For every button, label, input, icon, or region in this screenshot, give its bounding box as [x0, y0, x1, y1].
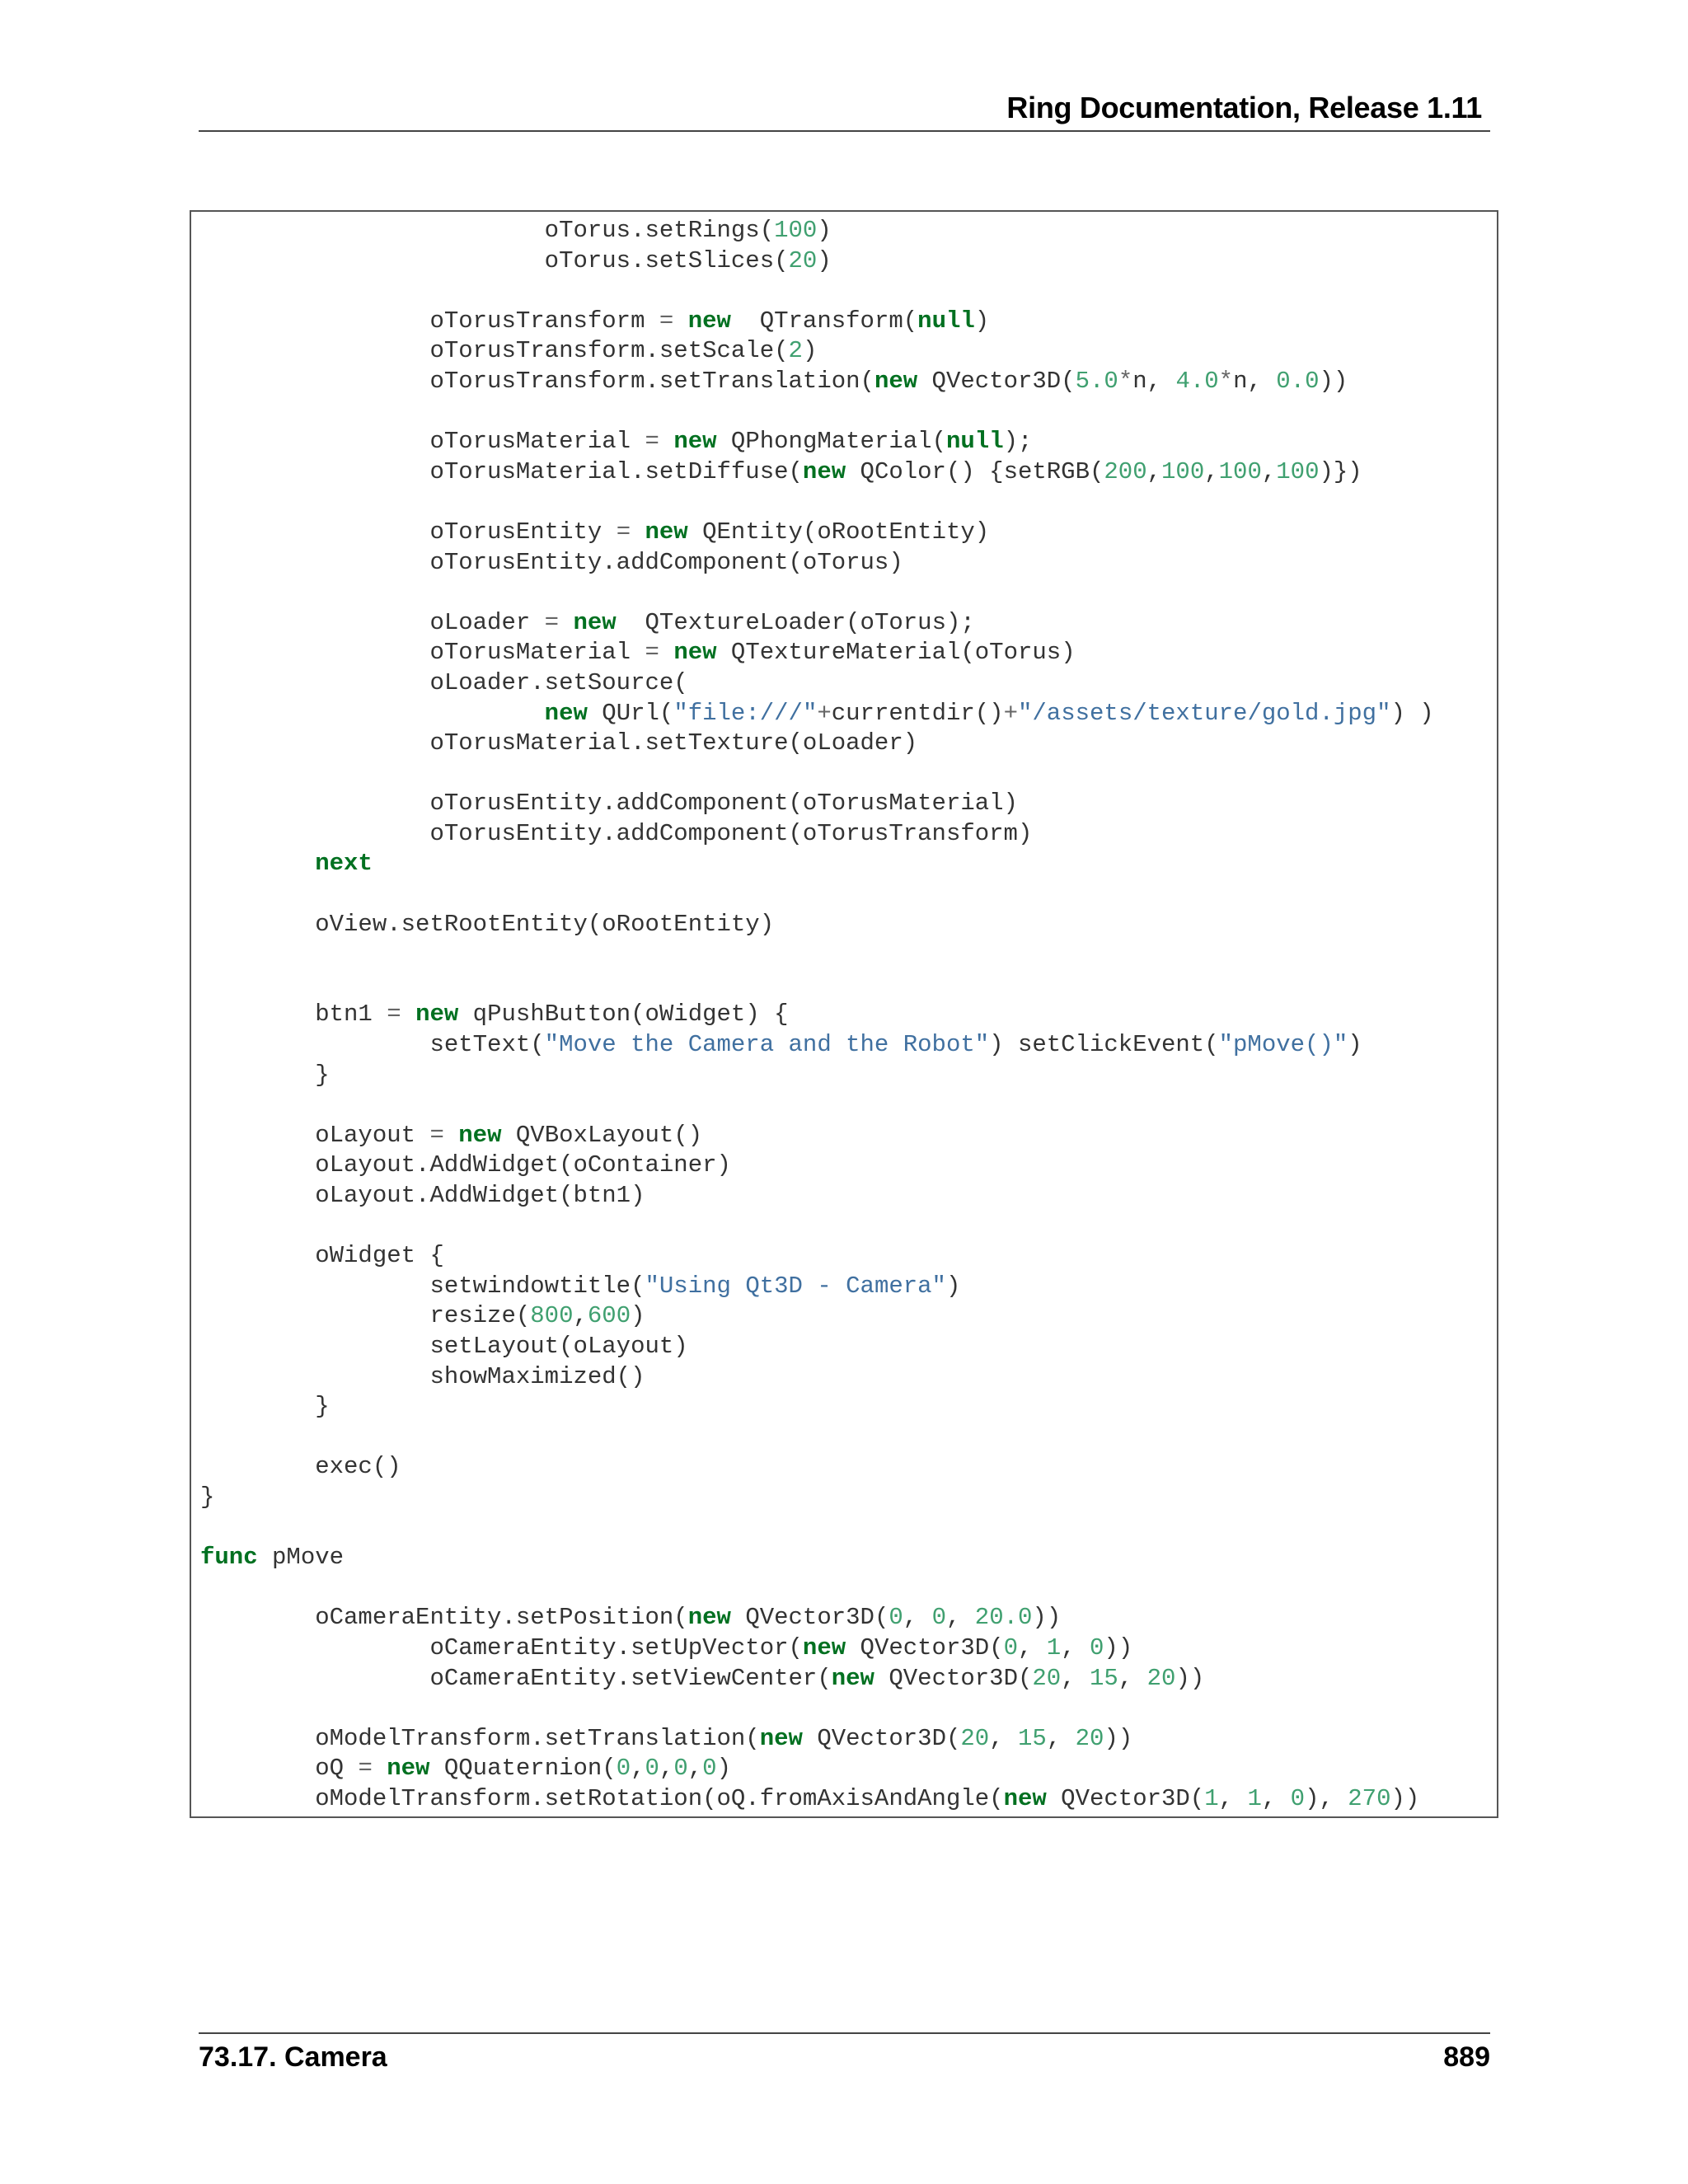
- code-token: ,: [1204, 457, 1219, 485]
- code-token: new: [802, 1633, 846, 1661]
- code-token: 0: [673, 1755, 688, 1783]
- code-token: )): [1104, 1633, 1133, 1661]
- code-line: [200, 699, 1434, 729]
- code-token: oWidget {: [200, 1242, 444, 1270]
- code-token: oView.setRootEntity(oRootEntity): [200, 910, 775, 938]
- code-token: oTorusMaterial: [200, 639, 645, 667]
- code-token: [631, 518, 645, 546]
- code-token: QVector3D(: [846, 1633, 1004, 1661]
- code-token: ,: [1118, 1664, 1147, 1692]
- code-token: oCameraEntity.setUpVector(: [200, 1633, 803, 1661]
- code-token: ,: [1218, 1784, 1248, 1812]
- code-token: ) ): [1390, 699, 1434, 727]
- code-line: [200, 1181, 1434, 1212]
- code-token: +: [1003, 699, 1018, 727]
- code-line: [200, 1121, 1434, 1151]
- code-line: [200, 789, 1434, 819]
- code-token: ,: [1261, 1784, 1291, 1812]
- code-token: 15: [1018, 1724, 1047, 1752]
- code-line: [200, 1724, 1434, 1755]
- code-line: [200, 1030, 1434, 1061]
- code-token: 15: [1090, 1664, 1118, 1692]
- code-token: ,: [1017, 1633, 1047, 1661]
- code-token: 270: [1348, 1784, 1391, 1812]
- code-token: oTorusMaterial.setTexture(oLoader): [200, 729, 918, 757]
- code-token: pMove: [257, 1544, 345, 1572]
- code-line: [200, 1332, 1434, 1362]
- code-line: [200, 1151, 1434, 1181]
- code-token: new: [831, 1664, 874, 1692]
- code-line: [200, 518, 1434, 548]
- code-token: QTextureMaterial(oTorus): [716, 639, 1076, 667]
- code-token: ): [802, 337, 818, 365]
- code-token: [559, 609, 573, 636]
- code-token: "/assets/texture/gold.jpg": [1018, 699, 1391, 727]
- code-token: 100: [1161, 457, 1205, 485]
- code-token: 100: [774, 217, 818, 244]
- code-token: ,: [687, 1755, 703, 1783]
- code-token: new: [415, 1001, 459, 1029]
- code-token: );: [1003, 428, 1033, 456]
- code-line: [200, 1362, 1434, 1393]
- code-token: oTorusEntity.addComponent(oTorusMaterial): [200, 790, 1018, 818]
- code-token: 20.0: [974, 1604, 1033, 1632]
- code-token: =: [616, 518, 631, 546]
- code-line: [200, 548, 1434, 579]
- code-token: QUrl(: [587, 699, 674, 727]
- code-token: QVector3D(: [1046, 1784, 1205, 1812]
- code-token: )): [1175, 1664, 1205, 1692]
- code-token: currentdir(): [831, 699, 1004, 727]
- code-line: [200, 1633, 1434, 1664]
- code-token: [373, 1755, 387, 1782]
- code-token: oTorusEntity: [200, 518, 617, 546]
- code-line: [200, 1603, 1434, 1633]
- code-line: [200, 1573, 1434, 1604]
- code-line: [200, 608, 1434, 639]
- code-token: new: [1003, 1784, 1047, 1812]
- code-token: ,: [1061, 1633, 1090, 1661]
- code-token: new: [759, 1724, 803, 1752]
- code-token: 20: [788, 246, 818, 274]
- code-line: [200, 1754, 1434, 1784]
- code-token: oLayout: [200, 1121, 430, 1149]
- code-token: 0: [889, 1604, 903, 1632]
- code-token: new: [874, 367, 918, 395]
- code-token: [673, 307, 687, 335]
- code-line: [200, 879, 1434, 910]
- code-token: 0.0: [1276, 367, 1320, 395]
- code-token: oCameraEntity.setPosition(: [200, 1604, 688, 1632]
- code-line: [200, 1301, 1434, 1332]
- code-line: [200, 1513, 1434, 1544]
- code-token: 800: [530, 1302, 574, 1330]
- code-line: [200, 849, 1434, 879]
- code-token: QTextureLoader(oTorus);: [616, 608, 975, 636]
- code-token: oLayout.AddWidget(oContainer): [200, 1151, 731, 1179]
- code-token: =: [645, 428, 659, 456]
- code-token: )): [1390, 1784, 1420, 1812]
- code-token: oCameraEntity.setViewCenter(: [200, 1664, 832, 1692]
- header-divider: [199, 130, 1490, 132]
- code-token: oTorusEntity.addComponent(oTorus): [200, 548, 903, 576]
- code-token: oTorusMaterial: [200, 428, 645, 456]
- code-token: 0: [1003, 1633, 1018, 1661]
- code-token: QVBoxLayout(): [501, 1121, 703, 1149]
- code-token: ): [974, 307, 990, 335]
- code-token: 5.0: [1075, 367, 1118, 395]
- code-line: [200, 1543, 1434, 1573]
- footer-divider: [199, 2032, 1490, 2034]
- code-line: [200, 307, 1434, 337]
- code-line: [200, 759, 1434, 790]
- code-line: [200, 910, 1434, 940]
- code-token: [200, 700, 545, 727]
- code-line: [200, 729, 1434, 759]
- code-token: ): [631, 1302, 645, 1330]
- code-token: oTorusTransform.setTranslation(: [200, 367, 874, 395]
- code-token: setLayout(oLayout): [200, 1332, 688, 1360]
- code-token: *: [1218, 367, 1234, 395]
- code-token: 200: [1104, 457, 1147, 485]
- page-header-title: Ring Documentation, Release 1.11: [1006, 91, 1482, 124]
- code-token: )): [1319, 367, 1348, 395]
- code-token: n,: [1233, 367, 1277, 395]
- code-line: [200, 578, 1434, 608]
- code-token: 2: [788, 337, 803, 365]
- code-token: 0: [702, 1755, 717, 1783]
- code-token: oTorusTransform.setScale(: [200, 337, 789, 365]
- code-token: 100: [1276, 457, 1320, 485]
- code-line: [200, 1392, 1434, 1422]
- code-token: [200, 850, 315, 877]
- code-token: QColor() {setRGB(: [846, 457, 1104, 485]
- code-token: oLoader.setSource(: [200, 668, 688, 696]
- code-token: ): [716, 1755, 731, 1783]
- code-token: new: [687, 1604, 731, 1632]
- code-line: [200, 427, 1434, 457]
- code-token: new: [387, 1755, 430, 1783]
- code-line: [200, 216, 1434, 246]
- code-token: "pMove()": [1218, 1031, 1348, 1059]
- code-token: exec(): [200, 1453, 401, 1481]
- code-token: null: [945, 428, 1004, 456]
- code-token: 1: [1046, 1633, 1062, 1661]
- code-line: [200, 638, 1434, 668]
- code-line: [200, 397, 1434, 428]
- code-token: ) setClickEvent(: [989, 1031, 1219, 1059]
- code-token: 20: [1146, 1664, 1176, 1692]
- code-line: [200, 1664, 1434, 1694]
- code-token: "Move the Camera and the Robot": [544, 1031, 990, 1059]
- code-token: QVector3D(: [874, 1664, 1033, 1692]
- code-line: [200, 1000, 1434, 1030]
- code-line: [200, 276, 1434, 307]
- code-token: oTorus.setSlices(: [200, 246, 789, 274]
- code-token: +: [817, 699, 832, 727]
- code-token: )}): [1319, 457, 1362, 485]
- code-token: new: [687, 307, 731, 335]
- code-token: 0: [1290, 1784, 1306, 1812]
- code-token: 600: [587, 1302, 631, 1330]
- footer-section-title: 73.17. Camera: [199, 2041, 387, 2073]
- code-token: new: [802, 457, 846, 485]
- code-token: oModelTransform.setRotation(oQ.fromAxisAndAngle(: [200, 1784, 1004, 1812]
- code-line: [200, 1272, 1434, 1302]
- code-token: )): [1032, 1604, 1062, 1632]
- code-line: [200, 1241, 1434, 1272]
- code-line: [200, 940, 1434, 970]
- code-token: [444, 1122, 458, 1149]
- code-token: 0: [616, 1755, 631, 1783]
- code-token: oTorusTransform: [200, 307, 659, 335]
- code-token: next: [315, 850, 373, 878]
- code-token: qPushButton(oWidget) {: [458, 1001, 789, 1029]
- code-token: 1: [1204, 1784, 1219, 1812]
- code-token: QEntity(oRootEntity): [687, 518, 990, 546]
- code-token: ): [945, 1272, 961, 1300]
- code-line: [200, 1422, 1434, 1453]
- code-token: setwindowtitle(: [200, 1272, 645, 1300]
- code-line: [200, 1784, 1434, 1815]
- code-token: QTransform(: [730, 307, 918, 335]
- code-token: new: [544, 699, 588, 727]
- code-token: ): [817, 246, 832, 274]
- code-token: =: [659, 307, 674, 335]
- code-token: QQuaternion(: [429, 1755, 617, 1783]
- code-token: oLayout.AddWidget(btn1): [200, 1182, 645, 1209]
- code-line: [200, 336, 1434, 367]
- code-token: }: [200, 1393, 330, 1421]
- footer-page-number: 889: [1443, 2041, 1490, 2073]
- code-token: 0: [931, 1604, 946, 1632]
- code-token: =: [429, 1121, 444, 1149]
- code-token: ,: [989, 1724, 1018, 1752]
- code-token: ,: [903, 1604, 932, 1632]
- code-token: ,: [1146, 457, 1162, 485]
- code-token: ,: [1261, 457, 1277, 485]
- code-token: ,: [1061, 1664, 1090, 1692]
- code-token: =: [358, 1755, 373, 1783]
- code-lines: [200, 216, 1434, 1814]
- code-block: [190, 210, 1498, 1818]
- code-token: oModelTransform.setTranslation(: [200, 1724, 760, 1752]
- code-token: oTorus.setRings(: [200, 217, 775, 244]
- code-token: *: [1118, 367, 1133, 395]
- code-token: 100: [1218, 457, 1262, 485]
- code-token: 0: [645, 1755, 659, 1783]
- code-line: [200, 819, 1434, 850]
- code-token: [401, 1001, 415, 1028]
- code-token: n,: [1132, 367, 1176, 395]
- code-token: 20: [1075, 1724, 1104, 1752]
- code-token: }: [200, 1483, 215, 1511]
- code-token: setText(: [200, 1031, 545, 1059]
- code-line: [200, 487, 1434, 518]
- code-token: 1: [1247, 1784, 1262, 1812]
- code-token: showMaximized(): [200, 1362, 645, 1390]
- code-line: [200, 668, 1434, 699]
- code-token: QVector3D(: [917, 367, 1076, 395]
- code-token: "Using Qt3D - Camera": [645, 1272, 946, 1300]
- code-token: new: [573, 608, 617, 636]
- code-token: oQ: [200, 1755, 359, 1783]
- code-token: oTorusMaterial.setDiffuse(: [200, 457, 803, 485]
- code-token: 20: [960, 1724, 990, 1752]
- code-token: new: [645, 518, 688, 546]
- code-line: [200, 1212, 1434, 1242]
- code-line: [200, 1090, 1434, 1121]
- code-token: new: [673, 639, 717, 667]
- code-line: [200, 367, 1434, 397]
- code-line: [200, 457, 1434, 488]
- code-line: [200, 1483, 1434, 1513]
- code-line: [200, 1694, 1434, 1724]
- code-token: ,: [573, 1302, 588, 1330]
- code-token: ): [817, 217, 832, 244]
- code-token: 4.0: [1175, 367, 1219, 395]
- code-token: ),: [1305, 1784, 1348, 1812]
- code-token: new: [458, 1121, 502, 1149]
- code-token: QVector3D(: [802, 1724, 961, 1752]
- code-token: QPhongMaterial(: [716, 428, 946, 456]
- code-token: oLoader: [200, 608, 545, 636]
- code-token: ,: [631, 1755, 645, 1783]
- code-line: [200, 246, 1434, 277]
- code-token: new: [673, 428, 717, 456]
- code-token: =: [544, 608, 560, 636]
- code-line: [200, 1061, 1434, 1091]
- code-line: [200, 1452, 1434, 1483]
- code-token: =: [387, 1001, 401, 1029]
- code-token: QVector3D(: [730, 1604, 889, 1632]
- code-token: func: [200, 1544, 258, 1572]
- code-token: 20: [1032, 1664, 1062, 1692]
- code-token: "file:///": [673, 699, 818, 727]
- code-token: resize(: [200, 1302, 531, 1330]
- code-token: oTorusEntity.addComponent(oTorusTransform): [200, 819, 1033, 847]
- code-token: ,: [1046, 1724, 1076, 1752]
- code-token: ,: [659, 1755, 674, 1783]
- code-token: }: [200, 1061, 330, 1089]
- code-token: =: [645, 639, 659, 667]
- code-token: btn1: [200, 1001, 387, 1029]
- code-token: 0: [1090, 1633, 1104, 1661]
- code-token: ,: [945, 1604, 975, 1632]
- code-line: [200, 970, 1434, 1001]
- code-token: )): [1104, 1724, 1133, 1752]
- code-token: [659, 428, 673, 455]
- code-token: [659, 639, 673, 666]
- code-token: ): [1348, 1031, 1362, 1059]
- code-token: null: [917, 307, 975, 335]
